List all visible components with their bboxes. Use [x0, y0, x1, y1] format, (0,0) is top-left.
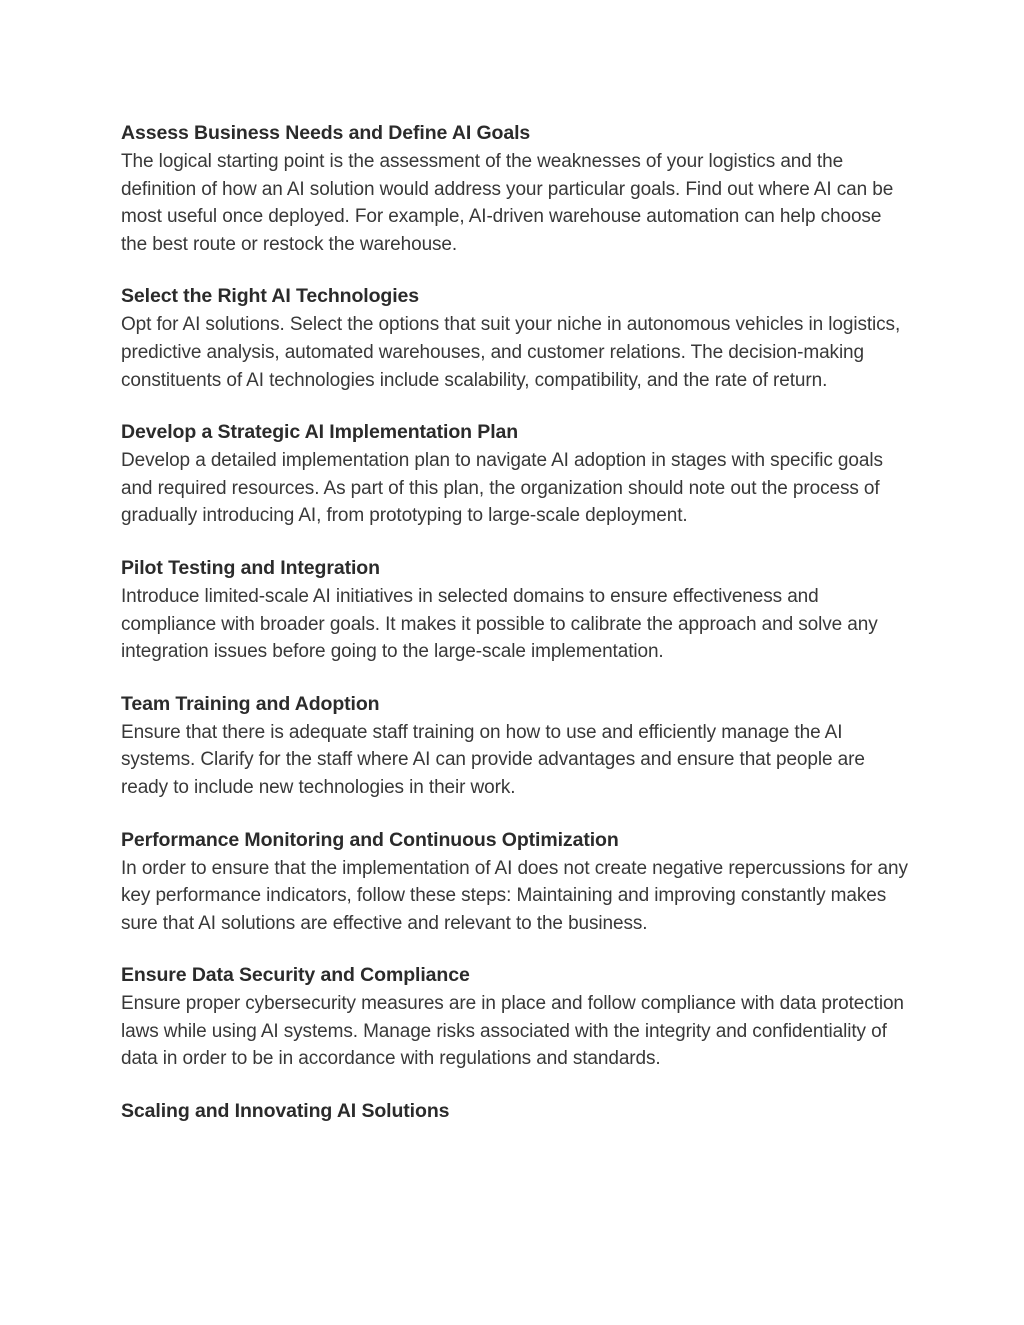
section-paragraph: Opt for AI solutions. Select the options that suit your niche in autonomous vehicles in logistics, predictive analysis, automated warehouses, and customer relations. The decision-making constituents of AI technologies include scalability, compatibility, and the rate of return.	[121, 314, 901, 391]
section-heading: Develop a Strategic AI Implementation Plan	[121, 421, 519, 444]
section-paragraph: The logical starting point is the assessment of the weaknesses of your logistics and the definition of how an AI solution would address your particular goals. Find out where AI can be most useful once deployed. For example, AI-driven warehouse automation can help choose the best route or restock the warehouse.	[121, 151, 894, 255]
section-select-technologies	[121, 282, 911, 394]
section-pilot-testing	[121, 554, 911, 666]
section-implementation-plan	[121, 418, 911, 530]
document-page	[121, 119, 911, 1149]
section-paragraph: In order to ensure that the implementation of AI does not create negative repercussions for any key performance indicators, follow these steps: Maintaining and improving constantly makes sure that AI solutions are effective and relevant to the business.	[121, 857, 908, 934]
section-heading: Select the Right AI Technologies	[121, 285, 420, 308]
section-data-security	[121, 961, 911, 1073]
section-paragraph: Ensure proper cybersecurity measures are in place and follow compliance with data protection laws while using AI systems. Manage risks associated with the integrity and confidentiality of data in order to be in accordance with regulations and standards.	[121, 993, 904, 1070]
section-heading: Assess Business Needs and Define AI Goals	[121, 122, 531, 144]
section-performance-monitoring	[121, 826, 911, 938]
section-team-training	[121, 690, 911, 802]
section-paragraph: Develop a detailed implementation plan to navigate AI adoption in stages with specific goals and required resources. As part of this plan, the organization should note out the process of gradually introducing AI, from prototyping to large-scale deployment.	[121, 450, 883, 527]
section-assess-business-needs	[121, 119, 911, 258]
section-heading: Performance Monitoring and Continuous Optimization	[121, 828, 619, 851]
section-paragraph: Introduce limited-scale AI initiatives in selected domains to ensure effectiveness and compliance with broader goals. It makes it possible to calibrate the approach and solve any integration issues before going to the large-scale implementation.	[121, 585, 878, 663]
section-scaling-innovating	[121, 1097, 911, 1125]
section-heading: Ensure Data Security and Compliance	[121, 964, 470, 987]
section-heading: Team Training and Adoption	[121, 692, 380, 715]
section-paragraph: Ensure that there is adequate staff training on how to use and efficiently manage the AI systems. Clarify for the staff where AI can provide advantages and ensure that people are ready to include new technologies in their work.	[121, 721, 865, 798]
section-heading: Scaling and Innovating AI Solutions	[121, 1100, 450, 1123]
section-heading: Pilot Testing and Integration	[121, 556, 380, 579]
